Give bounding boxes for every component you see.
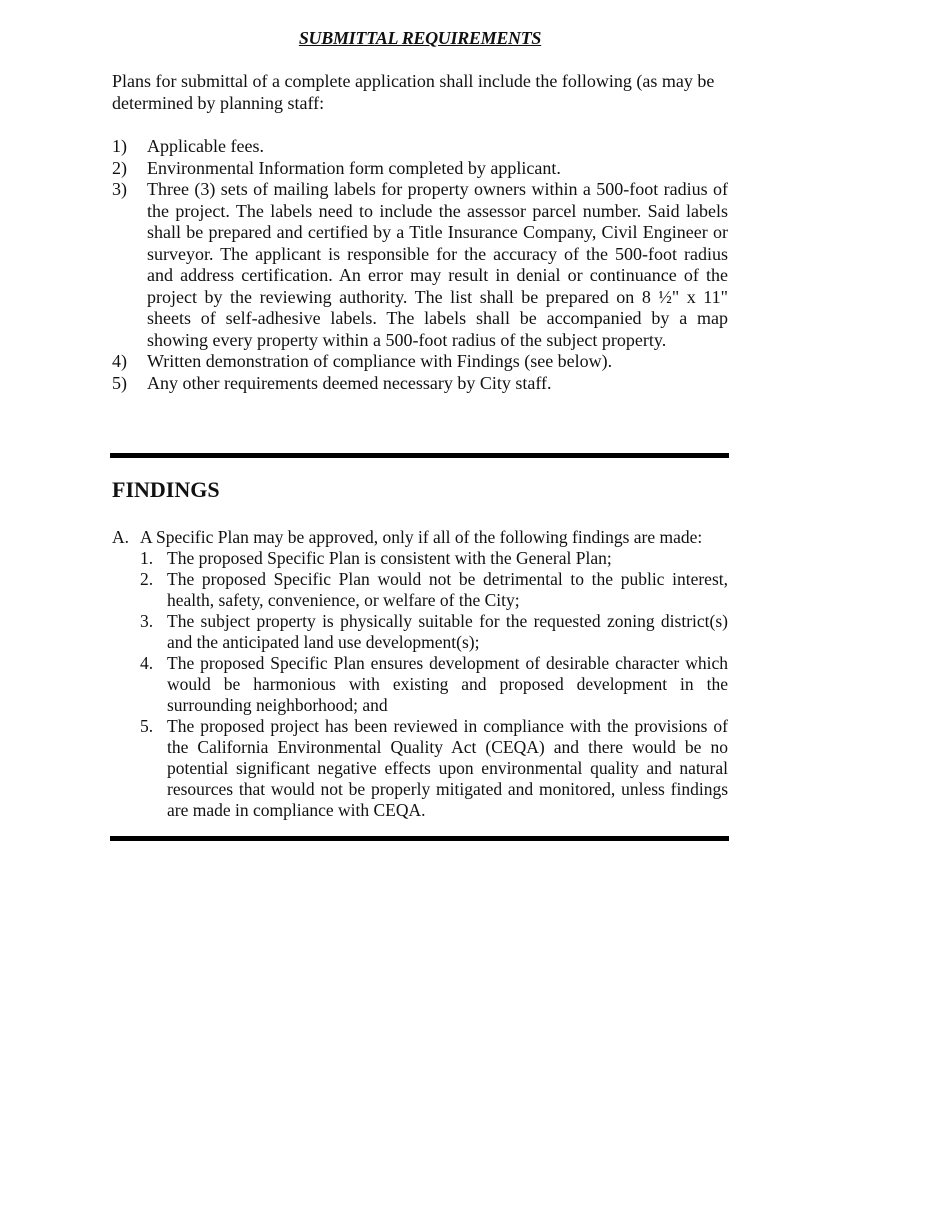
finding-text: The proposed project has been reviewed in compliance with the provisions of the California Environmental Quality Act (CEQA) and there would be no potential significant negative effects upon environmental quality and natural resources that would not be properly mitigated and monitored, unless findings are made in compliance with CEQA.: [167, 716, 728, 820]
finding-item: [140, 611, 728, 653]
findings-heading: FINDINGS: [112, 477, 220, 502]
requirement-number: 1): [112, 136, 127, 156]
requirement-item: [112, 158, 728, 180]
finding-number: 2.: [140, 569, 154, 589]
finding-number: 5.: [140, 716, 154, 736]
finding-item: [140, 653, 728, 716]
requirement-text: Applicable fees.: [147, 136, 264, 156]
finding-number: 4.: [140, 653, 154, 673]
findings-list: [112, 548, 728, 821]
requirement-number: 4): [112, 351, 127, 371]
submittal-requirements-heading: SUBMITTAL REQUIREMENTS: [298, 28, 542, 48]
requirement-number: 2): [112, 157, 127, 178]
requirement-number: 5): [112, 372, 127, 393]
requirement-item: [112, 179, 728, 351]
finding-a-label: A.: [112, 527, 130, 547]
requirement-item: [112, 136, 728, 158]
finding-a-line: [112, 527, 728, 548]
finding-number: 3.: [140, 611, 154, 631]
finding-number: 1.: [140, 548, 154, 568]
finding-item: [140, 716, 728, 821]
requirement-number: 3): [112, 179, 127, 199]
requirement-item: [112, 373, 728, 395]
finding-text: The subject property is physically suitable for the requested zoning district(s) and the anticipated land use development(s);: [167, 611, 728, 652]
section-divider-bottom: [110, 836, 729, 841]
finding-text: The proposed Specific Plan would not be detrimental to the public interest, health, safety, convenience, or welfare of the City;: [167, 569, 728, 610]
submittal-intro-paragraph: Plans for submittal of a complete application shall include the following (as may be determined by planning staff:: [112, 71, 715, 113]
finding-item: [140, 548, 728, 569]
requirement-text: Three (3) sets of mailing labels for property owners within a 500-foot radius of the project. The labels need to include the assessor parcel number. Said labels shall be prepared and certified by a Title Insurance Company, Civil Engineer or surveyor. The applicant is responsible for the accuracy of the 500-foot radius and address certification. An error may result in denial or continuance of the project by the reviewing authority. The list shall be prepared on 8 ½" x 11" sheets of self-adhesive labels. The labels shall be accompanied by a map showing every property within a 500-foot radius of the subject property.: [147, 179, 728, 350]
requirement-text: Any other requirements deemed necessary by City staff.: [147, 372, 552, 393]
finding-a-text: A Specific Plan may be approved, only if all of the following findings are made:: [140, 527, 703, 547]
finding-text: The proposed Specific Plan ensures development of desirable character which would be harmonious with existing and proposed development in the surrounding neighborhood; and: [167, 653, 728, 715]
finding-text: The proposed Specific Plan is consistent with the General Plan;: [167, 548, 612, 568]
requirement-item: [112, 351, 728, 373]
finding-item: [140, 569, 728, 611]
requirement-text: Environmental Information form completed by applicant.: [147, 157, 561, 178]
requirement-text: Written demonstration of compliance with Findings (see below).: [147, 351, 613, 371]
submittal-requirements-list: [112, 136, 728, 394]
section-divider-top: [110, 453, 729, 458]
findings-section: [112, 527, 728, 821]
